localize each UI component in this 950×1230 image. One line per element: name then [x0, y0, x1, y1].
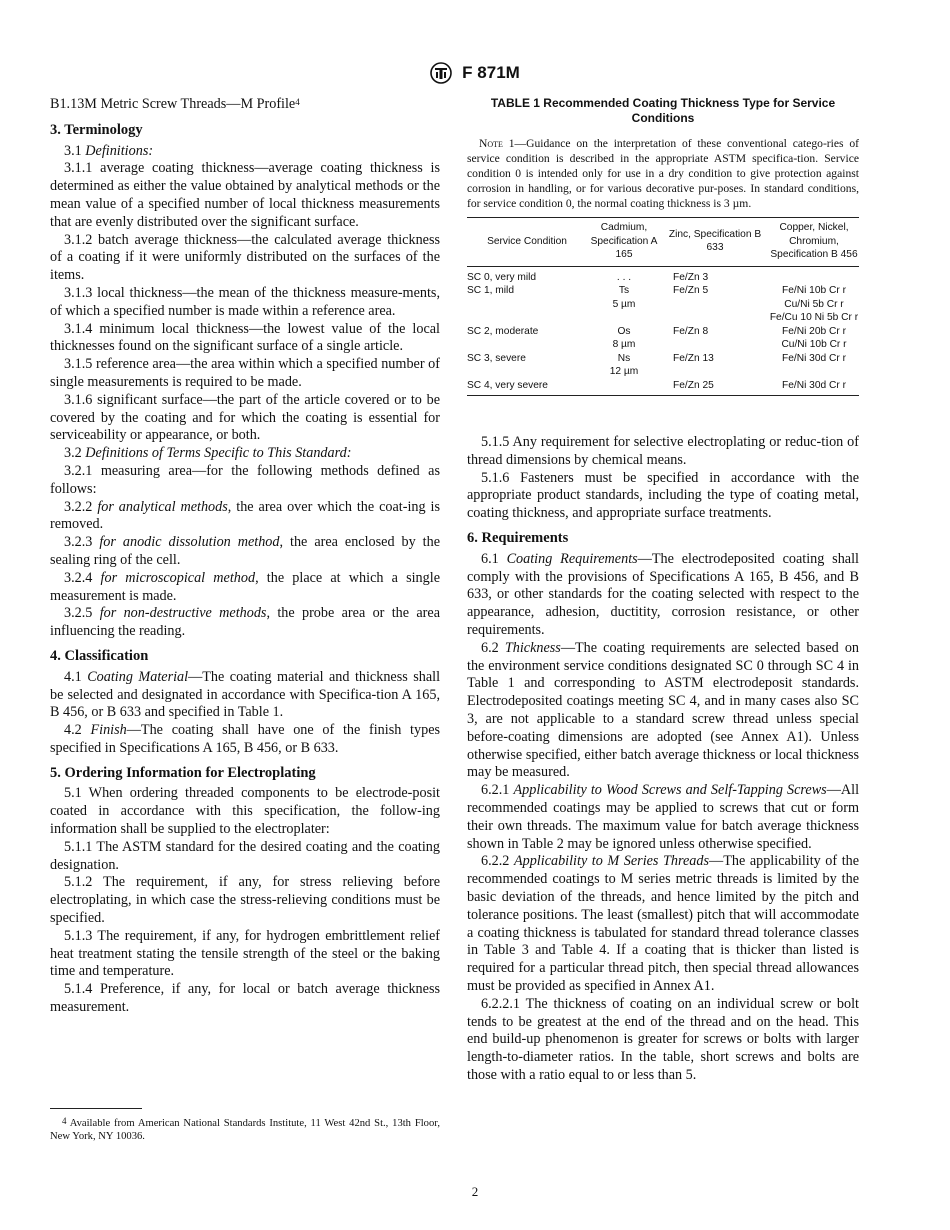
table-cell: Os 8 µm	[612, 325, 636, 350]
table-1-note	[467, 136, 859, 211]
italic-term: Definitions of Terms Specific to This Standard:	[85, 445, 352, 462]
paragraph-text: , the area over which the coat-ing is removed.	[50, 498, 440, 533]
table-cell: SC 1, mild	[467, 285, 514, 296]
table-row	[467, 325, 859, 352]
paragraph-number: 3.2.5	[64, 605, 100, 622]
column-header: Zinc, Specification B 633	[661, 218, 769, 267]
italic-term: Coating Requirements	[506, 550, 638, 567]
paragraph-3-1-1: 3.1.1 average coating thickness—average coating thickness is determined as either the value obtained by analytical methods or the mean value of a specified number of local thickness measurements that are evenly distributed over the significant surface.	[50, 160, 440, 230]
table-cell: Fe/Zn 25	[661, 379, 769, 396]
paragraph-3-2-1: 3.2.1 measuring area—for the following methods defined as follows:	[50, 462, 440, 497]
italic-term: Applicability to Wood Screws and Self-Tapping Screws	[513, 782, 827, 799]
table-cell: Fe/Zn 3	[673, 271, 709, 283]
paragraph-number: 6.2	[481, 639, 505, 656]
paragraph-text: —The applicability of the recommended coatings to M series metric threads is limited by the basic deviation of the threads, and hence limited by the pitch and tolerance positions. The least (smallest) pitch that will accommodate a coating thickness is tabulated for standard thread tolerance classes in Table 3 and Table 4. If a coating that is thicker than listed is required for a particular thread pitch, then special thread allowances must be provided as specified in Annex A1.	[467, 853, 860, 994]
paragraph-text: —The coating material and thickness shall be selected and designated in accordance with Specifica-tion A 165, B 456, or B 633 and specified in Table 1.	[50, 668, 441, 721]
table-1-title: TABLE 1 Recommended Coating Thickness Type for Service Conditions	[490, 96, 836, 125]
table-cell	[587, 379, 661, 396]
paragraph-text: —The coating shall have one of the finish types specified in Specifications A 165, B 456, or B 633.	[50, 722, 441, 756]
paragraph-number: 4.2	[64, 722, 91, 739]
coating-thickness-table	[467, 217, 859, 396]
table-cell	[769, 266, 859, 284]
reference-text: B1.13M Metric Screw Threads—M Profile	[50, 96, 296, 112]
paragraph-6-2-2	[467, 853, 859, 995]
table-cell: SC 3, severe	[467, 352, 526, 364]
paragraph-3-1-3: 3.1.3 local thickness—the mean of the thickness measure-ments, of which a specified number is made within a reference area.	[50, 284, 440, 319]
footnote-text: Available from American National Standards Institute, 11 West 42nd St., 13th Floor, New York, NY 10036.	[50, 1118, 440, 1142]
table-cell: . . .	[616, 271, 632, 283]
paragraph-3-2-4	[50, 570, 440, 606]
table-header-row	[467, 218, 859, 267]
table-cell: SC 2, moderate	[467, 325, 539, 337]
italic-term: for analytical methods	[97, 498, 228, 515]
table-cell: Ns 12 µm	[609, 352, 639, 377]
paragraph-3-1-4: 3.1.4 minimum local thickness—the lowest value of the local thicknesses found on the significant surface of a single article.	[50, 320, 440, 355]
italic-term: for microscopical method	[100, 569, 256, 586]
paragraph-6-2-1	[467, 782, 859, 853]
paragraph-number: 6.1	[481, 550, 507, 567]
table-row	[467, 284, 859, 325]
footnote-marker: 4	[62, 1116, 67, 1126]
paragraph-number: 3.2.2	[64, 498, 98, 515]
footnote	[50, 1117, 440, 1143]
page-number: 2	[471, 1184, 479, 1199]
left-column	[50, 96, 440, 1017]
paragraph-3-2-2	[50, 499, 440, 535]
italic-term: Coating Material	[87, 668, 189, 685]
table-cell: Fe/Ni 30d Cr r	[769, 379, 859, 396]
table-row	[467, 352, 859, 379]
paragraph-text: , the area enclosed by the sealing ring of the cell.	[50, 534, 441, 568]
column-header: Service Condition	[467, 218, 587, 267]
table-cell: Fe/Zn 5	[673, 285, 709, 296]
paragraph-5-1: 5.1 When ordering threaded components to be electrode-posit coated in accordance with this specification, the follow-ing information shall be supplied to the electroplater:	[50, 785, 440, 838]
italic-term: for non-destructive methods	[99, 605, 267, 622]
document-designation: F 871M	[462, 63, 520, 82]
table-row	[467, 379, 859, 396]
paragraph-5-1-4: 5.1.4 Preference, if any, for local or batch average thickness measurement.	[50, 981, 440, 1016]
table-cell: Fe/Ni 20b Cr r Cu/Ni 10b Cr r	[781, 325, 847, 350]
table-cell: SC 0, very mild	[467, 271, 537, 283]
italic-term: Thickness	[504, 639, 561, 656]
footnote-divider	[50, 1108, 142, 1109]
note-text: 1—Guidance on the interpretation of these conventional catego-ries of service condition is described in the appropriate ASTM specifica-tion. Service condition 0 is intended only for use in a dry condition to give protection against corrosion in handling, or for various decorative pur-poses. In standard conditions, for service condition 0, the normal coating thickness is 3 µm.	[467, 137, 859, 210]
paragraph-5-1-5: 5.1.5 Any requirement for selective electroplating or reduc-tion of thread dimensions by chemical means.	[467, 434, 859, 468]
paragraph-4-1	[50, 669, 440, 722]
paragraph-number: 3.2.3	[64, 534, 100, 551]
paragraph-3-2-3	[50, 534, 440, 570]
table-row	[467, 266, 859, 284]
table-cell: Fe/Zn 8	[673, 325, 709, 337]
section-5-heading: 5. Ordering Information for Electroplating	[50, 764, 316, 781]
note-label: Note	[479, 137, 503, 150]
section-6-heading: 6. Requirements	[467, 529, 569, 546]
table-cell: Ts 5 µm	[612, 285, 636, 310]
table-cell: Fe/Ni 30d Cr r	[782, 352, 846, 364]
italic-term: Definitions:	[85, 142, 154, 159]
paragraph-3-1-6: 3.1.6 significant surface—the part of the article covered or to be covered by the coating and for which the coating is essential for serviceability or appearance, or both.	[50, 391, 440, 444]
paragraph-5-1-2: 5.1.2 The requirement, if any, for stress relieving before electroplating, in which case the stress-relieving conditions must be specified.	[50, 874, 440, 927]
paragraph-5-1-6: 5.1.6 Fasteners must be specified in accordance with the appropriate product standards, including the type of coating metal, coating thickness, and appropriate surface treatments.	[467, 469, 859, 522]
table-cell: Fe/Ni 10b Cr r Cu/Ni 5b Cr r Fe/Cu 10 Ni 5b Cr r	[769, 285, 859, 323]
paragraph-6-1	[467, 551, 859, 640]
paragraph-6-2	[467, 640, 859, 782]
table-cell: SC 4, very severe	[467, 379, 587, 396]
paragraph-5-1-1: 5.1.1 The ASTM standard for the desired coating and the coating designation.	[50, 838, 440, 873]
paragraph-3-1-2: 3.1.2 batch average thickness—the calculated average thickness of a coating if it were uniformly distributed on the surfaces of the items.	[50, 231, 440, 284]
paragraph-5-1-3: 5.1.3 The requirement, if any, for hydrogen embrittlement relief heat treatment stating the tensile strength of the steel or the baking time and temperature.	[50, 927, 440, 980]
paragraph-3-2-5	[50, 605, 440, 641]
paragraph-3-1	[50, 143, 440, 161]
paragraph-number: 6.2.1	[481, 782, 514, 799]
table-body	[467, 266, 859, 396]
paragraph-text: —All recommended coatings may be applied to screws that cut or form their own threads. The maximum value for batch average thickness shown in Table 2 may be ignored unless otherwise specified.	[467, 782, 860, 852]
table-cell: Fe/Zn 13	[673, 352, 714, 364]
page-header	[0, 62, 950, 84]
footnote-marker: 4	[295, 97, 300, 107]
paragraph-4-2	[50, 722, 440, 758]
paragraph-6-2-2-1: 6.2.2.1 The thickness of coating on an individual screw or bolt tends to be greatest at the end of the thread and on the head. This end build-up phenomenon is greater for screws or bolts with larger length-to-diameter ratios. In the table, short screws and bolts are those with a ratio equal to or less than 5.	[467, 995, 859, 1083]
paragraph-text: , the place at which a single measurement is made.	[50, 569, 440, 604]
column-header: Cadmium, Specification A 165	[587, 218, 661, 267]
paragraph-number: 3.2.4	[64, 569, 101, 586]
paragraph-number: 6.2.2	[481, 853, 514, 870]
paragraph-number: 3.1	[64, 142, 86, 159]
italic-term: Applicability to M Series Threads	[513, 853, 710, 870]
paragraph-text: —The coating requirements are selected based on the environment service conditions designated SC 0 through SC 4 in Table 1 and corresponding to ASTM electrodeposit standards. Electrodeposited coatings meeting SC 4, and in many cases also SC 3, are not applicable to a standard screw thread unless special before-coating dimensions are adopted (see Annex A1). Unless otherwise specified, either batch average thickness or local thickness may be measured.	[467, 639, 860, 781]
paragraph-number: 3.2	[64, 445, 86, 462]
section-4-heading: 4. Classification	[50, 647, 149, 664]
paragraph-3-1-5: 3.1.5 reference area—the area within which a specified number of single measurements is required to be made.	[50, 356, 440, 390]
right-column	[467, 96, 859, 1085]
paragraph-text: —The electrodeposited coating shall comply with the provisions of Specifications A 165, B 456, and B 633, or other standards for the coating selected with respect to the appearance, adhesion, ductitity, corrosion resistance, or other requirements.	[467, 550, 859, 638]
italic-term: Finish	[90, 722, 127, 739]
section-3-heading: 3. Terminology	[50, 121, 143, 138]
astm-logo-icon	[430, 62, 452, 84]
reference-b1-13m	[50, 96, 440, 114]
paragraph-number: 4.1	[64, 668, 88, 685]
paragraph-text: , the probe area or the area influencing the reading.	[50, 605, 440, 640]
italic-term: for anodic dissolution method	[99, 534, 280, 551]
paragraph-3-2	[50, 445, 440, 463]
column-header: Copper, Nickel, Chromium, Specification B 456	[769, 218, 859, 267]
